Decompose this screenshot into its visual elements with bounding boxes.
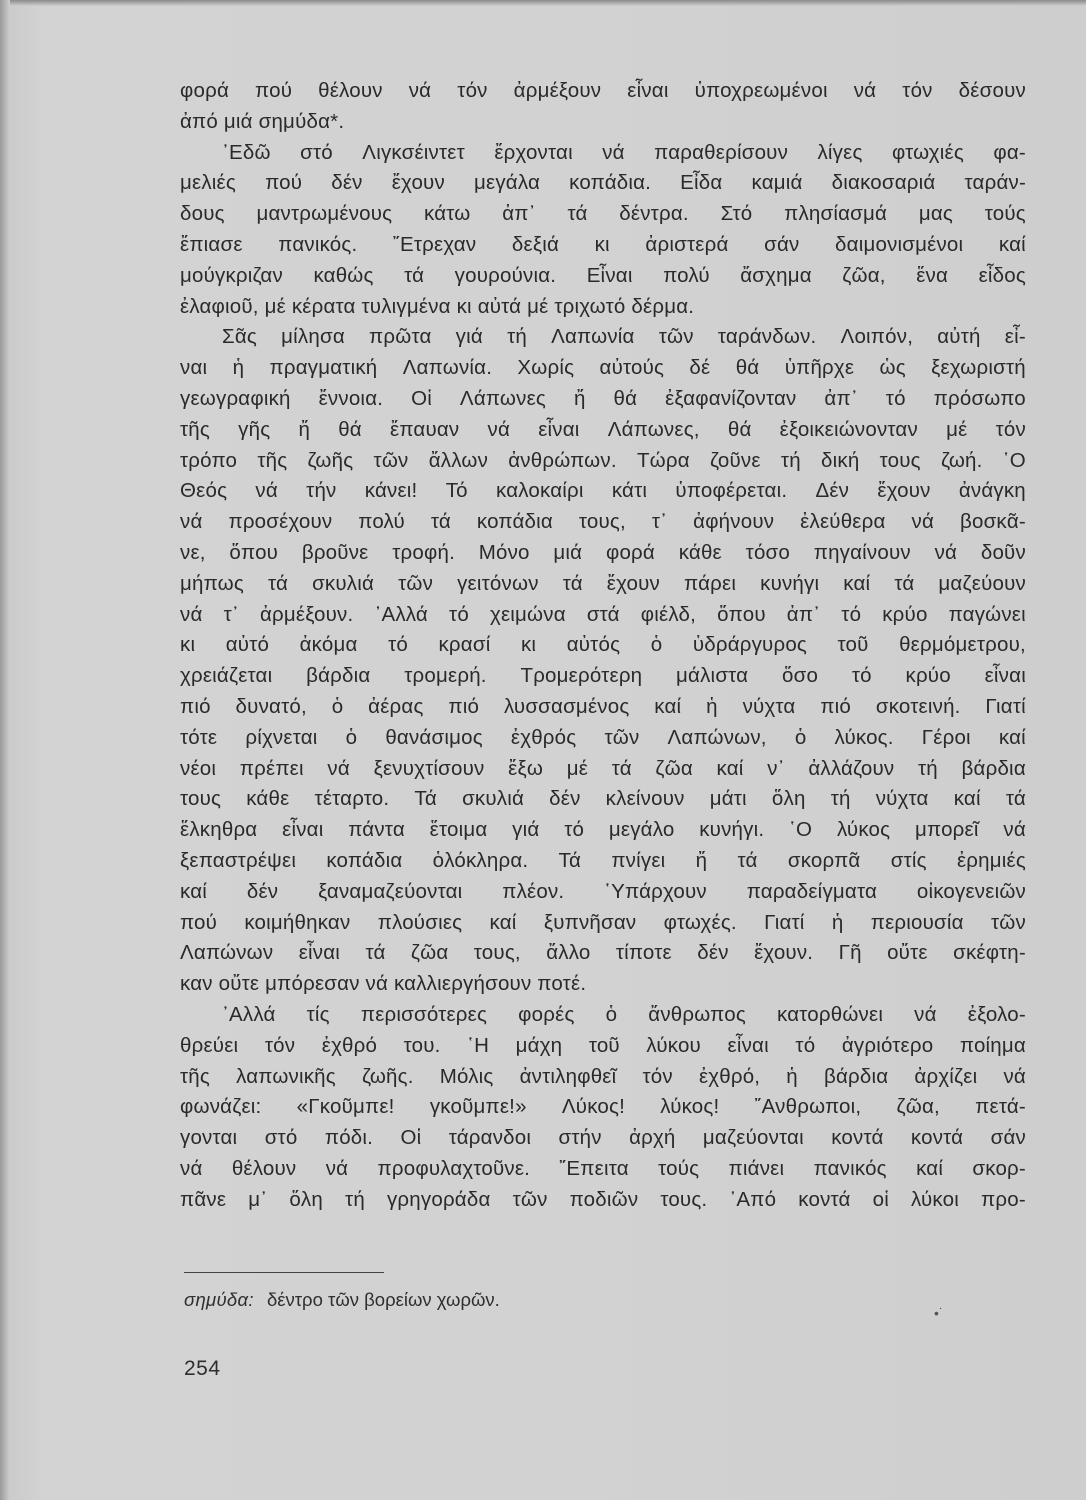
text-line: πού κοιμήθηκαν πλούσιες καί ξυπνῆσαν φτωχές. Γιατί ἡ περιουσία τῶν	[180, 910, 1026, 934]
text-line: Θεός νά τήν κάνει! Τό καλοκαίρι κάτι ὑποφέρεται. Δέν ἔχουν ἀνάγκη	[180, 479, 1026, 503]
page-number: 254	[184, 1357, 221, 1380]
text-line: χρειάζεται βάρδια τρομερή. Τρομερότερη μάλιστα ὅσο τό κρύο εἶναι	[180, 664, 1026, 688]
page-top-shadow	[0, 0, 1086, 6]
text-line: ᾿Εδῶ στό Λιγκσέιντετ ἔρχονται νά παραθερίσουν λίγες φτωχιές φα-	[222, 140, 1026, 164]
text-line: καν οὔτε μπόρεσαν νά καλλιεργήσουν ποτέ.	[180, 972, 587, 996]
footnote-definition: δέντρο τῶν βορείων χωρῶν.	[266, 1289, 500, 1310]
text-line: μήπως τά σκυλιά τῶν γειτόνων τά ἔχουν πάρει κυνήγι καί τά μαζεύουν	[180, 571, 1026, 595]
text-line: φωνάζει: «Γκοῦμπε! γκοῦμπε!» Λύκος! λύκος! ῎Ανθρωποι, ζῶα, πετά-	[180, 1095, 1026, 1119]
text-line: ἔπιασε πανικός. ῎Ετρεχαν δεξιά κι ἀριστερά σάν δαιμονισμένοι καί	[180, 232, 1026, 256]
text-line: ἀπό μιά σημύδα*.	[180, 109, 345, 133]
text-line: μούγκριζαν καθώς τά γουρούνια. Εἶναι πολύ ἄσχημα ζῶα, ἕνα εἶδος	[180, 263, 1026, 287]
page-left-shadow	[0, 0, 10, 1500]
text-line: ἕλκηθρα εἶναι πάντα ἕτοιμα γιά τό μεγάλο κυνήγι. ῾Ο λύκος μπορεῖ νά	[180, 818, 1026, 842]
text-line: μελιές πού δέν ἔχουν μεγάλα κοπάδια. Εἶδα καμιά διακοσαριά ταράν-	[180, 171, 1026, 195]
text-line: νε, ὅπου βροῦνε τροφή. Μόνο μιά φορά κάθε τόσο πηγαίνουν νά δοῦν	[180, 540, 1026, 564]
text-line: νά θέλουν νά προφυλαχτοῦνε. ῎Επειτα τούς πιάνει πανικός καί σκορ-	[180, 1156, 1026, 1180]
text-line: Λαπώνων εἶναι τά ζῶα τους, ἄλλο τίποτε δέν ἔχουν. Γῆ οὔτε σκέφτη-	[180, 941, 1026, 965]
text-line: ᾿Αλλά τίς περισσότερες φορές ὁ ἄνθρωπος κατορθώνει νά ἐξολο-	[222, 1002, 1026, 1026]
text-line: πᾶνε μ᾿ ὅλη τή γρηγοράδα τῶν ποδιῶν τους. ᾿Από κοντά οἱ λύκοι προ-	[180, 1187, 1026, 1211]
text-line: γονται στό πόδι. Οἱ τάρανδοι στήν ἀρχή μαζεύονται κοντά κοντά σάν	[180, 1126, 1026, 1150]
text-line: θρεύει τόν ἐχθρό του. ῾Η μάχη τοῦ λύκου εἶναι τό ἀγριότερο ποίημα	[180, 1033, 1026, 1057]
text-line: καί δέν ξαναμαζεύονται πλέον. ῾Υπάρχουν παραδείγματα οἰκογενειῶν	[180, 879, 1026, 903]
text-line: ἐλαφιοῦ, μέ κέρατα τυλιγμένα κι αὐτά μέ τριχωτό δέρμα.	[180, 294, 695, 318]
scan-speck: •˙	[934, 1305, 944, 1321]
text-line: τῆς λαπωνικῆς ζωῆς. Μόλις ἀντιληφθεῖ τόν ἐχθρό, ἡ βάρδια ἀρχίζει νά	[180, 1064, 1026, 1088]
text-line: Σᾶς μίλησα πρῶτα γιά τή Λαπωνία τῶν ταράνδων. Λοιπόν, αὐτή εἶ-	[222, 325, 1026, 349]
text-line: τρόπο τῆς ζωῆς τῶν ἄλλων ἀνθρώπων. Τώρα ζοῦνε τή δική τους ζωή. ῾Ο	[180, 448, 1026, 472]
text-line: νά προσέχουν πολύ τά κοπάδια τους, τ᾿ ἀφήνουν ἐλεύθερα νά βοσκᾶ-	[180, 510, 1026, 534]
text-line: γεωγραφική ἔννοια. Οἱ Λάπωνες ἤ θά ἐξαφανίζονταν ἀπ᾿ τό πρόσωπο	[180, 386, 1026, 410]
text-line: ναι ἡ πραγματική Λαπωνία. Χωρίς αὐτούς δέ θά ὑπῆρχε ὡς ξεχωριστή	[180, 356, 1026, 380]
text-line: τότε ρίχνεται ὁ θανάσιμος ἐχθρός τῶν Λαπώνων, ὁ λύκος. Γέροι καί	[180, 725, 1026, 749]
text-line: τους κάθε τέταρτο. Τά σκυλιά δέν κλείνουν μάτι ὅλη τή νύχτα καί τά	[180, 787, 1026, 811]
text-line: ξεπαστρέψει κοπάδια ὁλόκληρα. Τά πνίγει ἤ τά σκορπᾶ στίς ἐρημιές	[180, 848, 1026, 872]
footnote-term: σημύδα:	[184, 1289, 254, 1310]
text-line: φορά πού θέλουν νά τόν ἀρμέξουν εἶναι ὑποχρεωμένοι νά τόν δέσουν	[180, 79, 1026, 102]
text-line: νέοι πρέπει νά ξενυχτίσουν ἔξω μέ τά ζῶα καί ν᾿ ἀλλάζουν τή βάρδια	[180, 756, 1026, 780]
footnote-divider	[184, 1272, 384, 1273]
text-line: τῆς γῆς ἤ θά ἔπαυαν νά εἶναι Λάπωνες, θά ἐξοικειώνονταν μέ τόν	[180, 417, 1026, 441]
text-line: πιό δυνατό, ὁ ἀέρας πιό λυσσασμένος καί ἡ νύχτα πιό σκοτεινή. Γιατί	[180, 694, 1026, 718]
footnote	[184, 1289, 500, 1311]
text-line: κι αὐτό ἀκόμα τό κρασί κι αὐτός ὁ ὑδράργυρος τοῦ θερμόμετρου,	[180, 633, 1026, 657]
body-text	[180, 76, 1026, 1215]
text-line: δους μαντρωμένους κάτω ἀπ᾿ τά δέντρα. Στό πλησίασμά μας τούς	[180, 202, 1026, 226]
text-line: νά τ᾿ ἀρμέξουν. ᾿Αλλά τό χειμώνα στά φιέλδ, ὅπου ἀπ᾿ τό κρύο παγώνει	[180, 602, 1026, 626]
